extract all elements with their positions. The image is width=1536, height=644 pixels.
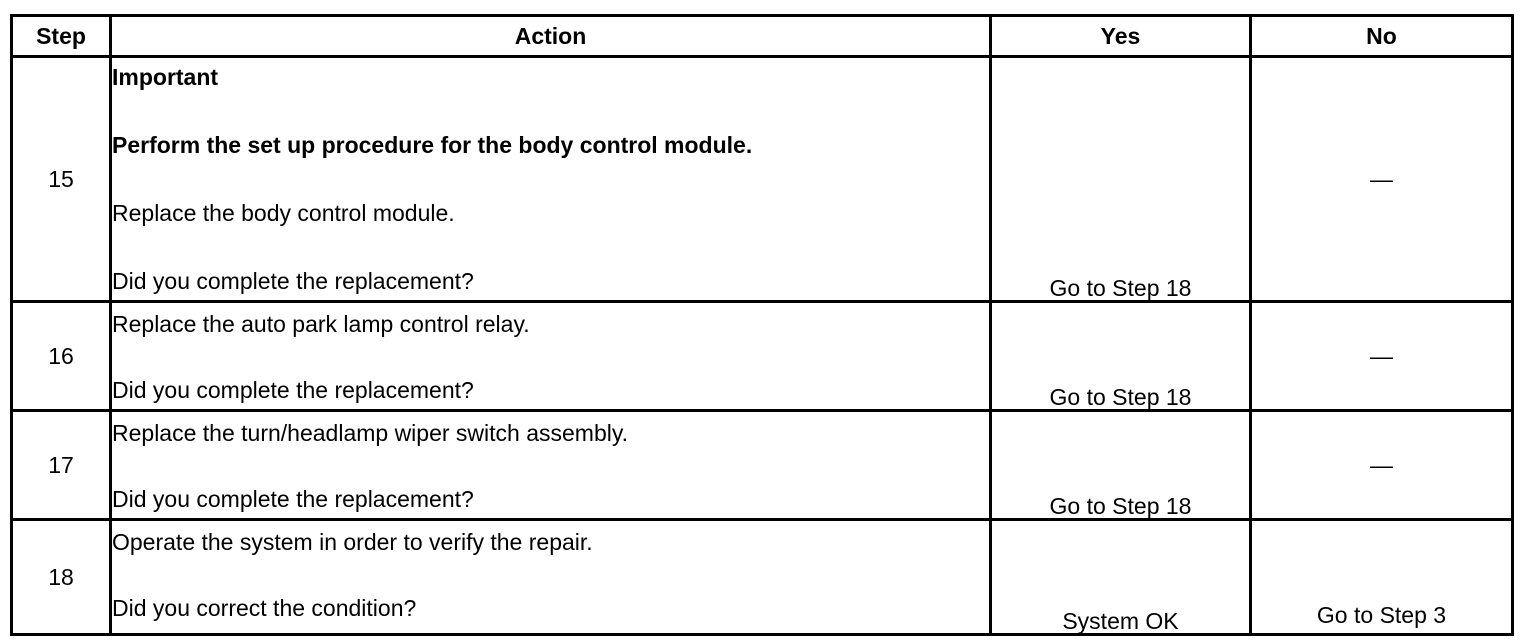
header-row <box>12 16 1513 57</box>
table-row-step-15 <box>12 57 1513 302</box>
action-question: Did you correct the condition? <box>112 595 417 621</box>
action-cell <box>111 302 991 411</box>
no-result: — <box>1251 302 1513 411</box>
action-cell <box>111 57 991 302</box>
header-step: Step <box>12 16 111 57</box>
no-result: — <box>1251 57 1513 302</box>
header-yes: Yes <box>991 16 1251 57</box>
yes-result: System OK <box>991 520 1251 635</box>
action-instruction: Operate the system in order to verify the repair. <box>112 529 593 555</box>
step-number: 18 <box>12 520 111 635</box>
diagnostic-table <box>10 14 1514 636</box>
table-row-step-18 <box>12 520 1513 635</box>
table-body <box>12 57 1513 635</box>
action-question: Did you complete the replacement? <box>112 486 474 512</box>
important-note: Perform the set up procedure for the body control module. <box>112 132 753 158</box>
step-number: 17 <box>12 411 111 520</box>
action-instruction: Replace the auto park lamp control relay. <box>112 311 530 337</box>
table-row-step-16 <box>12 302 1513 411</box>
yes-result: Go to Step 18 <box>991 411 1251 520</box>
action-cell <box>111 411 991 520</box>
action-question: Did you complete the replacement? <box>112 377 474 403</box>
table-header <box>12 16 1513 57</box>
action-instruction: Replace the body control module. <box>112 200 455 226</box>
header-action: Action <box>111 16 991 57</box>
step-number: 16 <box>12 302 111 411</box>
action-cell <box>111 520 991 635</box>
action-instruction: Replace the turn/headlamp wiper switch assembly. <box>112 420 629 446</box>
step-number: 15 <box>12 57 111 302</box>
no-result: — <box>1251 411 1513 520</box>
no-result: Go to Step 3 <box>1251 520 1513 635</box>
header-no: No <box>1251 16 1513 57</box>
yes-result: Go to Step 18 <box>991 57 1251 302</box>
yes-result: Go to Step 18 <box>991 302 1251 411</box>
important-label: Important <box>112 64 219 90</box>
action-question: Did you complete the replacement? <box>112 268 474 294</box>
table-row-step-17 <box>12 411 1513 520</box>
